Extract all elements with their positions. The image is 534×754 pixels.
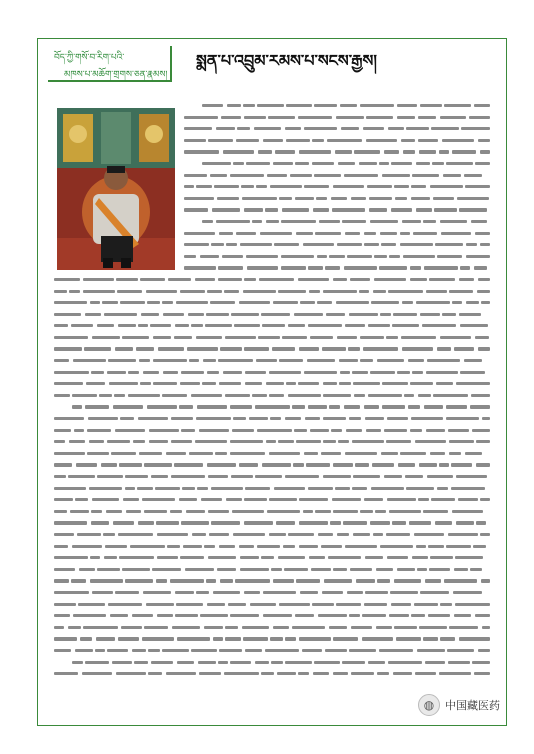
text-line xyxy=(50,158,494,170)
text-line xyxy=(50,564,494,576)
text-line xyxy=(50,297,494,309)
text-line xyxy=(50,378,494,390)
text-line xyxy=(50,413,494,425)
text-line xyxy=(50,286,494,298)
text-line xyxy=(50,541,494,553)
text-line xyxy=(50,645,494,657)
text-line xyxy=(50,251,494,263)
text-line xyxy=(50,274,494,286)
text-line xyxy=(50,343,494,355)
text-line xyxy=(50,216,494,228)
text-line xyxy=(50,112,494,124)
text-line xyxy=(50,633,494,645)
text-line xyxy=(50,309,494,321)
text-line xyxy=(50,529,494,541)
text-line xyxy=(50,610,494,622)
text-line xyxy=(50,552,494,564)
text-line xyxy=(50,239,494,251)
watermark xyxy=(418,694,500,716)
watermark-text: 中国藏医药 xyxy=(445,699,500,712)
text-line xyxy=(50,517,494,529)
text-line xyxy=(50,494,494,506)
article-body xyxy=(50,100,494,680)
text-line xyxy=(50,401,494,413)
text-line xyxy=(50,100,494,112)
article-title: སྨན་པ་འབྲུམ་རམས་པ་སངས་རྒྱས། xyxy=(196,51,377,70)
text-line xyxy=(50,622,494,634)
text-line xyxy=(50,425,494,437)
text-line xyxy=(50,228,494,240)
text-line xyxy=(50,320,494,332)
text-line xyxy=(50,587,494,599)
text-line xyxy=(50,367,494,379)
text-line xyxy=(50,657,494,669)
text-line xyxy=(50,170,494,182)
text-line xyxy=(50,483,494,495)
text-line xyxy=(50,181,494,193)
text-line xyxy=(50,436,494,448)
text-line xyxy=(50,575,494,587)
text-line xyxy=(50,204,494,216)
text-line xyxy=(50,448,494,460)
text-line xyxy=(50,390,494,402)
section-header-line1: བོད་ཀྱི་གསོ་བ་རིག་པའི་ xyxy=(54,53,125,63)
text-line xyxy=(50,506,494,518)
text-line xyxy=(50,668,494,680)
text-line xyxy=(50,193,494,205)
text-line xyxy=(50,599,494,611)
text-line xyxy=(50,123,494,135)
text-line xyxy=(50,459,494,471)
text-line xyxy=(50,471,494,483)
text-line xyxy=(50,332,494,344)
text-line xyxy=(50,135,494,147)
wechat-icon: ◍ xyxy=(418,694,440,716)
section-header-line2: མཁས་པ་མཆོག་གྲགས་ཅན་རྣམས། xyxy=(64,70,168,80)
text-line xyxy=(50,355,494,367)
text-line xyxy=(50,262,494,274)
text-line xyxy=(50,146,494,158)
